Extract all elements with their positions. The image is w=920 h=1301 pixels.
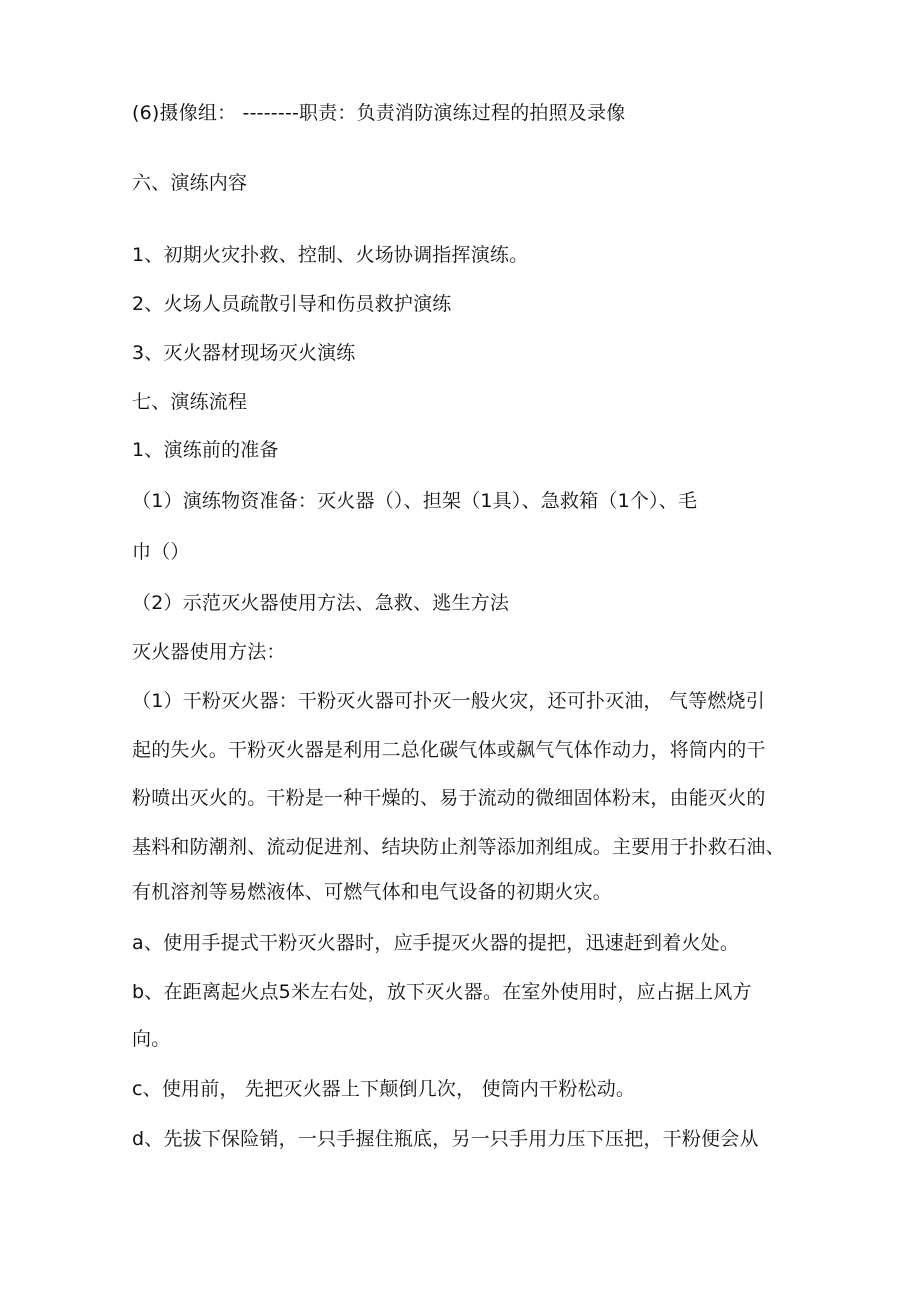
text-line-materials-cont: 巾（） xyxy=(132,541,190,563)
step-d: d、先拔下保险销，一只手握住瓶底，另一只手用力压下压把，干粉便会从 xyxy=(132,1128,759,1150)
text-line-demo-methods: （2）示范灭火器使用方法、急救、逃生方法 xyxy=(132,592,510,614)
text-line-camera-group: (6)摄像组： --------职责：负责消防演练过程的拍照及录像 xyxy=(132,102,626,124)
paragraph-line-3: 粉喷出灭火的。干粉是一种干燥的、易于流动的微细固体粉末，由能灭火的 xyxy=(132,787,766,809)
subheading-preparation: 1、演练前的准备 xyxy=(132,439,279,461)
paragraph-line-4: 基料和防潮剂、流动促进剂、结块防止剂等添加剂组成。主要用于扑救石油、 xyxy=(132,836,785,858)
subheading-extinguisher-usage: 灭火器使用方法： xyxy=(132,641,286,663)
heading-drill-content: 六、演练内容 xyxy=(132,172,248,194)
paragraph-line-1: （1）干粉灭火器：干粉灭火器可扑灭一般火灾，还可扑灭油， 气等燃烧引 xyxy=(132,690,765,712)
step-a: a、使用手提式干粉灭火器时，应手提灭火器的提把，迅速赶到着火处。 xyxy=(132,932,740,954)
step-b: b、在距离起火点5米左右处，放下灭火器。在室外使用时，应占据上风方 xyxy=(132,981,752,1003)
heading-drill-process: 七、演练流程 xyxy=(132,391,248,413)
paragraph-line-5: 有机溶剂等易燃液体、可燃气体和电气设备的初期火灾。 xyxy=(132,881,613,903)
step-b-cont: 向。 xyxy=(132,1028,171,1050)
list-item-content-2: 2、火场人员疏散引导和伤员救护演练 xyxy=(132,293,452,315)
text-line-materials: （1）演练物资准备：灭火器（）、担架（1具）、急救箱（1个）、毛 xyxy=(132,490,698,512)
list-item-content-3: 3、灭火器材现场灭火演练 xyxy=(132,342,356,364)
paragraph-line-2: 起的失火。干粉灭火器是利用二总化碳气体或飙气气体作动力，将筒内的干 xyxy=(132,739,766,761)
list-item-content-1: 1、初期火灾扑救、控制、火场协调指挥演练。 xyxy=(132,244,529,266)
step-c: c、使用前， 先把灭火器上下颠倒几次， 使筒内干粉松动。 xyxy=(132,1078,636,1100)
